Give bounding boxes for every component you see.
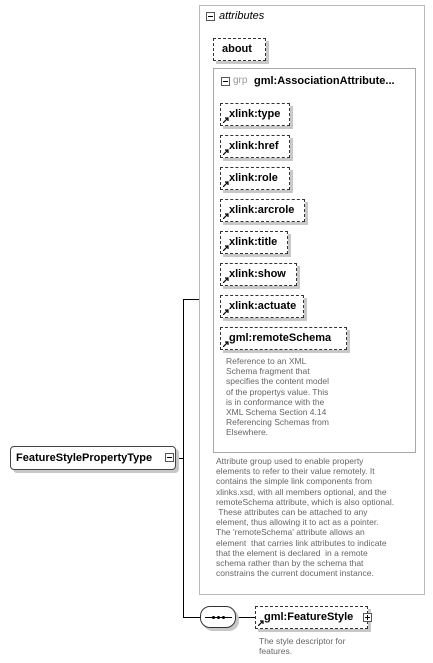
sequence-compositor[interactable] <box>200 606 236 628</box>
attribute-label: xlink:arcrole <box>229 204 295 216</box>
reference-arrow-icon <box>258 620 264 626</box>
remoteschema-documentation: Reference to an XML Schema fragment that specifies the content model of the propertys value. This is in conformance with the XML Schema Section 4.14 Referencing Schemas from Elsewhere. <box>226 356 330 438</box>
collapse-attributes-icon[interactable] <box>206 12 215 21</box>
reference-arrow-icon <box>223 117 229 123</box>
featurestyle-documentation: The style descriptor for features. <box>259 636 346 657</box>
reference-arrow-icon <box>223 213 229 219</box>
element-gml-featurestyle[interactable] <box>255 606 368 629</box>
attributes-connector <box>183 299 199 300</box>
attribute-about-label: about <box>222 43 252 55</box>
attributes-title: attributes <box>219 10 265 22</box>
attribute-xlink-title[interactable] <box>220 231 288 254</box>
attribute-group-documentation: Attribute group used to enable property elements to refer to their value remotely. It contains the simple link components from xlinks.xsd, with all members optional, and the remoteSchema attribute, which is also optional. These attributes can be attached to any element, thus allowing it to act as a pointer. The 'remoteSchema' attribute allows an element that carries link attributes to indicate that the element is declared in a remote schema rather than by the schema that constrains the current document instance. <box>216 456 395 579</box>
group-prefix: grp <box>233 75 248 86</box>
reference-arrow-icon <box>223 181 229 187</box>
attribute-about[interactable] <box>213 38 266 61</box>
attribute-xlink-actuate[interactable] <box>220 295 304 318</box>
collapse-root-icon[interactable] <box>165 453 174 462</box>
attribute-label: xlink:actuate <box>229 300 297 312</box>
collapse-group-icon[interactable] <box>221 77 230 86</box>
element-label: gml:FeatureStyle <box>264 611 354 623</box>
sequence-dot <box>217 616 220 619</box>
attribute-label: xlink:role <box>229 172 278 184</box>
attribute-label: xlink:href <box>229 140 279 152</box>
attribute-label: gml:remoteSchema <box>229 332 332 344</box>
attribute-xlink-type[interactable] <box>220 103 290 126</box>
attribute-label: xlink:show <box>229 268 286 280</box>
group-name: gml:AssociationAttribute... <box>254 75 395 87</box>
attribute-label: xlink:type <box>229 108 281 120</box>
attribute-xlink-show[interactable] <box>220 263 297 286</box>
sequence-connector <box>183 617 200 618</box>
attribute-gml-remoteschema[interactable] <box>220 327 347 350</box>
root-connector <box>176 458 183 459</box>
attribute-xlink-role[interactable] <box>220 167 290 190</box>
expand-element-icon[interactable] <box>363 613 372 622</box>
root-type-label: FeatureStylePropertyType <box>16 452 153 464</box>
reference-arrow-icon <box>223 149 229 155</box>
reference-arrow-icon <box>223 341 229 347</box>
reference-arrow-icon <box>223 309 229 315</box>
sequence-dot <box>212 616 215 619</box>
root-type-node[interactable] <box>10 446 176 470</box>
sequence-dot <box>222 616 225 619</box>
attribute-label: xlink:title <box>229 236 278 248</box>
reference-arrow-icon <box>223 245 229 251</box>
sequence-element-connector <box>236 617 255 618</box>
trunk-line <box>183 299 184 617</box>
attribute-xlink-href[interactable] <box>220 135 290 158</box>
reference-arrow-icon <box>223 277 229 283</box>
attribute-xlink-arcrole[interactable] <box>220 199 305 222</box>
